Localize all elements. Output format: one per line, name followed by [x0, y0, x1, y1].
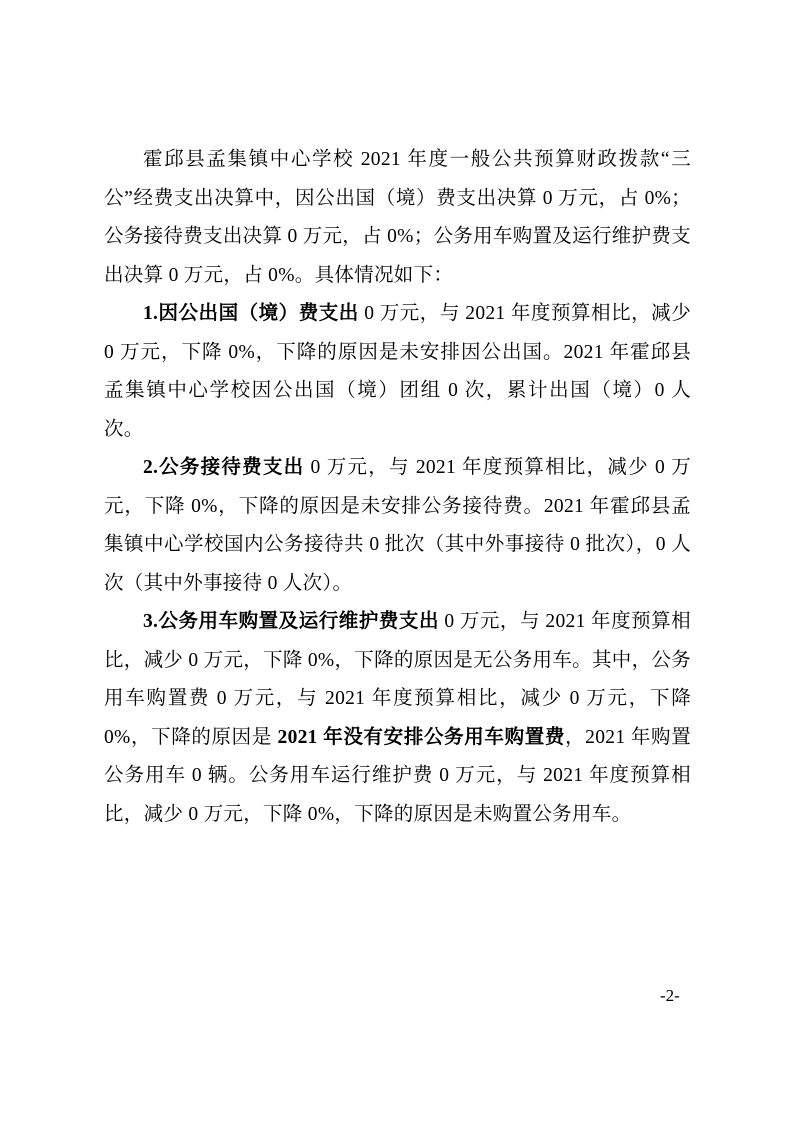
paragraph	[104, 603, 691, 834]
text-run: ，2021 年购置公务用车 0 辆。公务用车运行维护费 0 万元，与 2021 年度预算相比，减少 0 万元，下降 0%，下降的原因是未购置公务用车。	[104, 726, 692, 825]
paragraph	[104, 449, 691, 603]
paragraph	[104, 141, 691, 295]
paragraph	[104, 295, 691, 449]
document-body	[104, 141, 691, 834]
page-number: -2-	[660, 986, 680, 1005]
text-run: 0 万元，与 2021 年度预算相比，减少 0 万元，下降 0%，下降的原因是未安排因公出国。2021 年霍邱县孟集镇中心学校因公出国（境）团组 0 次，累计出国（境）0 人次。	[104, 303, 691, 440]
text-run: 霍邱县孟集镇中心学校 2021 年度一般公共预算财政拨款“三公”经费支出决算中，因公出国（境）费支出决算 0 万元，占 0%；公务接待费支出决算 0 万元，占 0%；公务用车购置及运行维护费支出决算 0 万元，占 0%。具体情况如下：	[104, 149, 691, 286]
text-run: 0 万元，与 2021 年度预算相比，减少 0 万元，下降 0%，下降的原因是无公务用车。其中，公务用车购置费 0 万元，与 2021 年度预算相比，减少 0 万元，下降 0%，下降的原因是	[104, 611, 691, 748]
text-run: 0 万元，与 2021 年度预算相比，减少 0 万元，下降 0%，下降的原因是未安排公务接待费。2021 年霍邱县孟集镇中心学校国内公务接待共 0 批次（其中外事接待 0 批次），0 人次（其中外事接待 0 人次）。	[104, 457, 691, 594]
bold-text-run: 1.因公出国（境）费支出	[143, 303, 359, 324]
bold-text-run: 2.公务接待费支出	[143, 457, 305, 478]
bold-text-run: 3.公务用车购置及运行维护费支出	[143, 611, 439, 632]
bold-text-run: 2021 年没有安排公务用车购置费	[277, 726, 566, 748]
